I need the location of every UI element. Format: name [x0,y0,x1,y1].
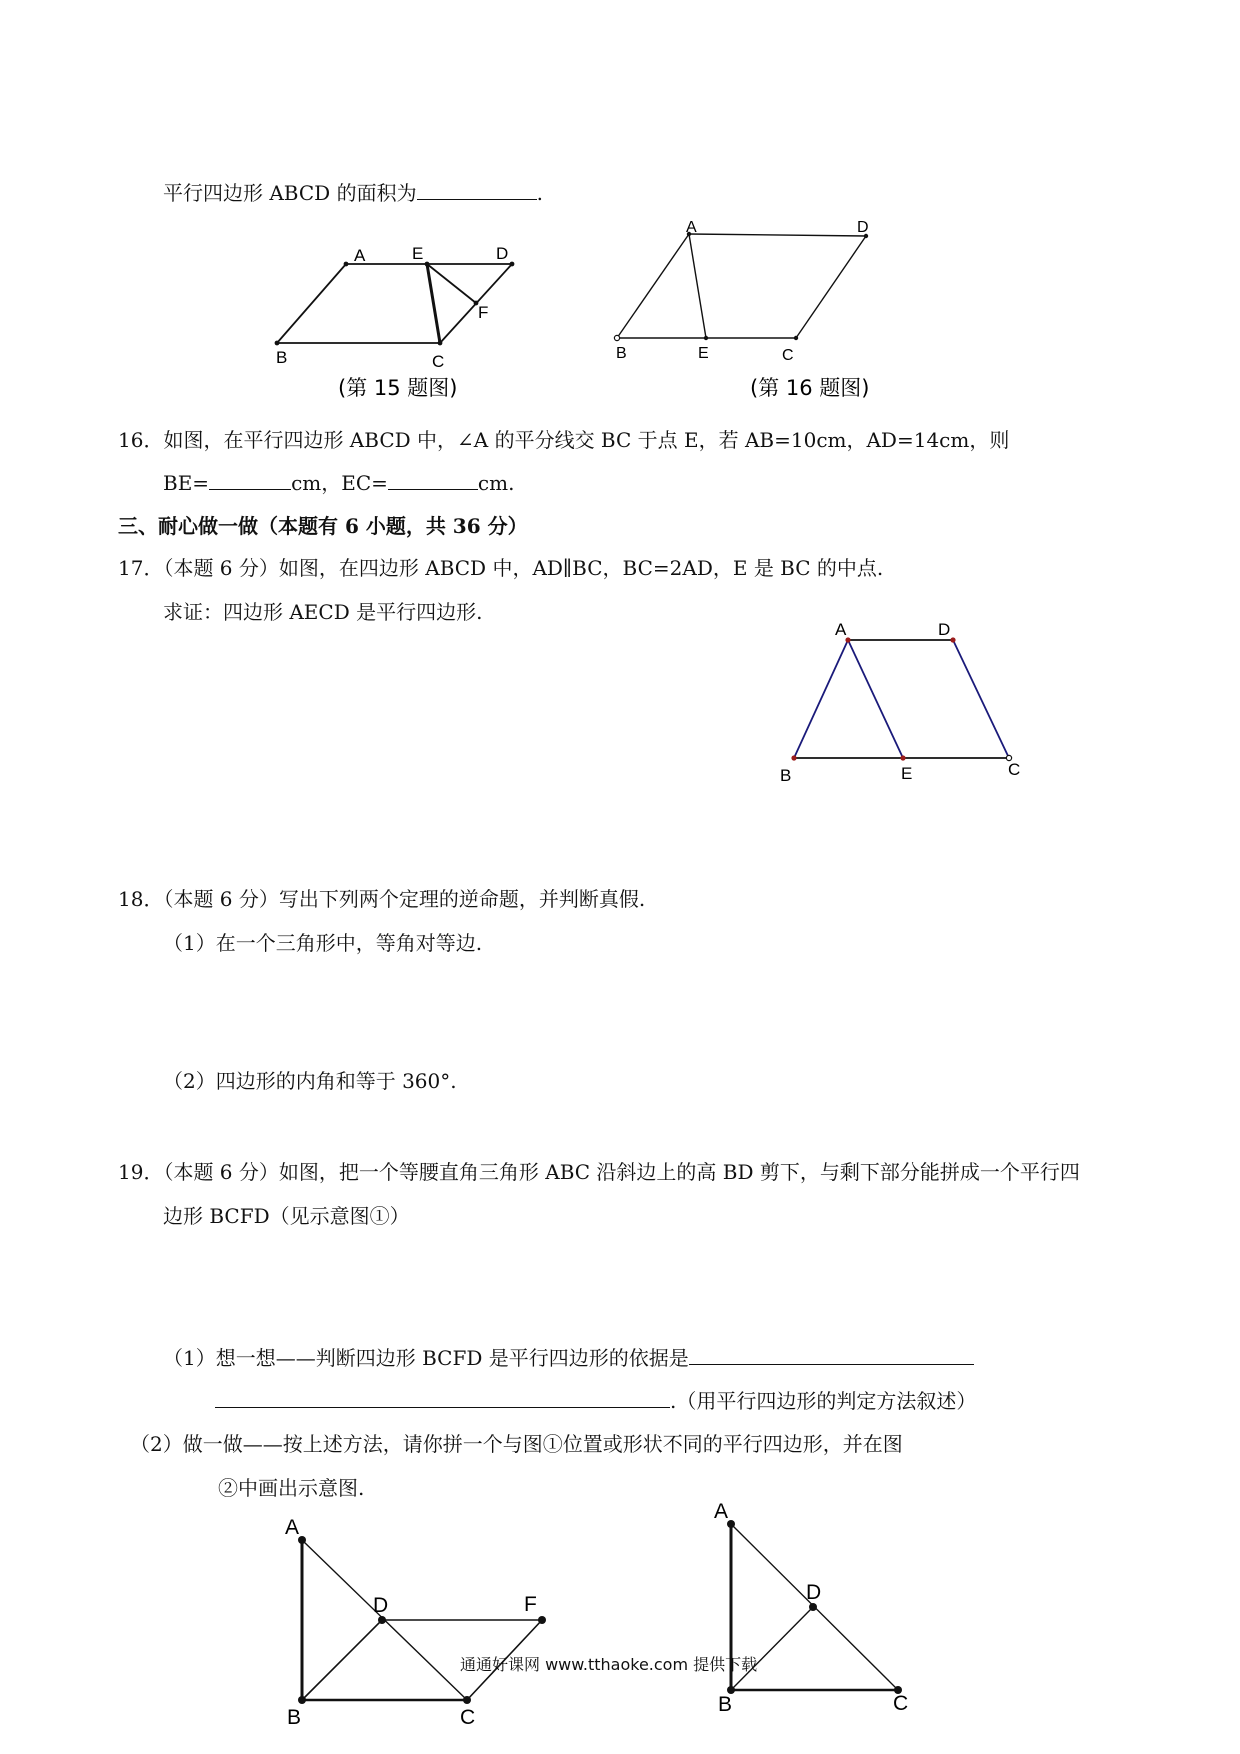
q16-ec-blank[interactable] [388,471,478,490]
fig17-label-b: B [780,766,792,785]
fig17-label-d: D [938,620,951,639]
footer-credit: 通通好课网 www.tthaoke.com 提供下载 [460,1655,758,1674]
q19-part-1-blank-1[interactable] [689,1346,974,1365]
q16-line-2: BE= cm，EC= cm. [163,471,515,495]
q17-line-2: 求证：四边形 AECD 是平行四边形. [163,600,483,624]
fig16-label-a: A [686,219,697,236]
q17-line-1: 17．（本题 6 分）如图，在四边形 ABCD 中，AD∥BC，BC=2AD，E 是 BC 的中点. [118,556,884,580]
fig15-label-e: E [412,244,424,263]
fig19b-label-b: B [718,1693,733,1716]
fig16-label-e: E [698,345,709,362]
fig17-label-c: C [1008,760,1021,779]
fig17-label-a: A [835,620,847,639]
q19-part-1-cont: .（用平行四边形的判定方法叙述） [215,1388,976,1414]
fig16-caption: (第 16 题图) [750,376,870,400]
q19-part-2: （2）做一做——按上述方法，请你拼一个与图①位置或形状不同的平行四边形，并在图 [130,1432,903,1456]
fig15-label-c: C [432,352,445,371]
fig16-label-c: C [782,347,794,364]
fig15-label-d: D [496,244,509,263]
fig19a-label-c: C [460,1706,476,1729]
q16-line-1: 16．如图，在平行四边形 ABCD 中，∠A 的平分线交 BC 于点 E，若 AB=10cm，AD=14cm，则 [118,428,1010,452]
q19-line-2: 边形 BCFD（见示意图①） [163,1204,410,1228]
q19-part-2-cont: ②中画出示意图. [218,1476,365,1500]
q19-part-1: （1）想一想——判断四边形 BCFD 是平行四边形的依据是 [163,1345,974,1371]
fig19a-label-f: F [524,1593,537,1616]
q18-part-2: （2）四边形的内角和等于 360°. [163,1069,457,1093]
fig16-label-b: B [616,345,627,362]
q15-answer-line: 平行四边形 ABCD 的面积为 . [163,181,543,205]
fig15-label-f: F [478,303,489,322]
fig15-label-a: A [354,246,366,265]
section-3-title: 三、耐心做一做（本题有 6 小题，共 36 分） [118,514,528,538]
fig19b-label-c: C [893,1692,909,1715]
fig19a-label-b: B [287,1706,302,1729]
q18-part-1: （1）在一个三角形中，等角对等边. [163,931,483,955]
q19-part-1-blank-2[interactable] [215,1389,670,1408]
fig17-label-e: E [901,764,913,783]
fig19a-label-a: A [285,1516,300,1539]
q19-line-1: 19．（本题 6 分）如图，把一个等腰直角三角形 ABC 沿斜边上的高 BD 剪下，与剩下部分能拼成一个平行四 [118,1160,1080,1184]
figure-17 [794,640,1009,758]
fig15-caption: (第 15 题图) [338,376,458,400]
fig16-label-d: D [857,219,869,236]
fig15-label-b: B [276,348,288,367]
q18-line-1: 18．（本题 6 分）写出下列两个定理的逆命题，并判断真假. [118,887,646,911]
fig19a-label-d: D [373,1594,389,1617]
fig19b-label-d: D [806,1581,822,1604]
q16-be-blank[interactable] [209,471,291,490]
fig19b-label-a: A [714,1500,729,1523]
figure-19-1 [302,1540,542,1700]
figure-16 [617,234,866,338]
